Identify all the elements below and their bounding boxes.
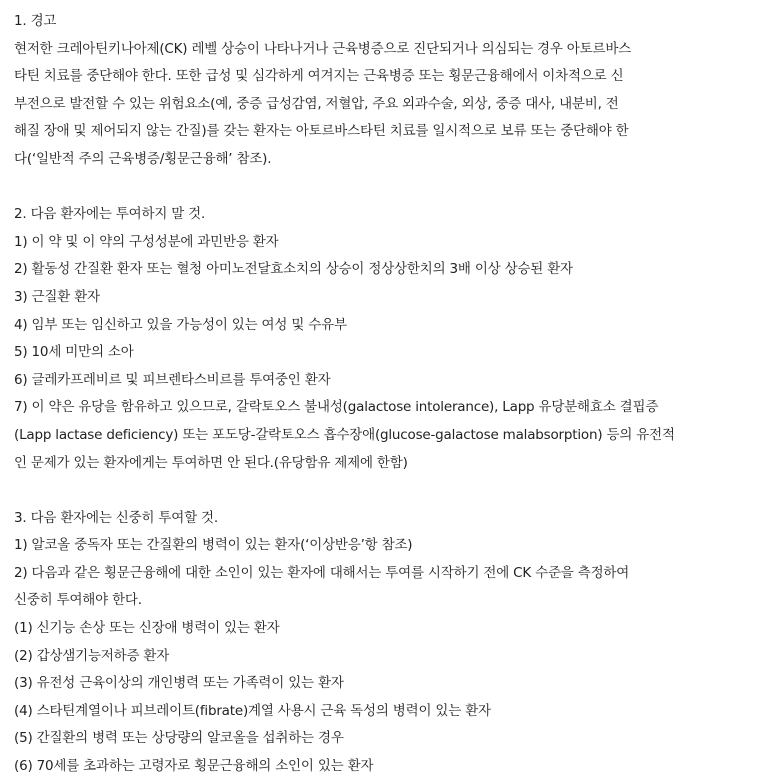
caution-item: (5) 간질환의 병력 또는 상당량의 알코올을 섭취하는 경우 bbox=[14, 730, 344, 747]
caution-item: 2) 다음과 같은 횡문근융해에 대한 소인이 있는 환자에 대해서는 투여를 시작하기 전에 CK 수준을 측정하여 bbox=[14, 564, 630, 581]
contraindication-item: 인 문제가 있는 환자에게는 투여하면 안 된다.(유당함유 제제에 한함) bbox=[14, 454, 408, 471]
warning-line: 타틴 치료를 중단해야 한다. 또한 급성 및 심각하게 여겨지는 근육병증 또는 횡문근융해에서 이차적으로 신 bbox=[14, 68, 624, 85]
caution-item: (1) 신기능 손상 또는 신장애 병력이 있는 환자 bbox=[14, 620, 280, 637]
warning-line: 현저한 크레아틴키나아제(CK) 레벨 상승이 나타나거나 근육병증으로 진단되거나 의심되는 경우 아토르바스 bbox=[14, 40, 631, 57]
contraindication-item: 6) 글레카프레비르 및 피브렌타스비르를 투여중인 환자 bbox=[14, 371, 331, 388]
contraindication-item: (Lapp lactase deficiency) 또는 포도당-갈락토오스 흡수장애(glucose-galactose malabsorption) 등의 유전적 bbox=[14, 426, 675, 443]
contraindication-item: 7) 이 약은 유당을 함유하고 있으므로, 갈락토오스 불내성(galactose intolerance), Lapp 유당분해효소 결핍증 bbox=[14, 399, 659, 416]
section-spacer bbox=[14, 174, 754, 202]
caution-item: (3) 유전성 근육이상의 개인병력 또는 가족력이 있는 환자 bbox=[14, 675, 344, 692]
section-spacer bbox=[14, 477, 754, 505]
contraindication-item: 5) 10세 미만의 소아 bbox=[14, 344, 134, 361]
drug-label-document bbox=[14, 8, 754, 781]
contraindication-item: 4) 임부 또는 임신하고 있을 가능성이 있는 여성 및 수유부 bbox=[14, 316, 347, 333]
warning-line: 해질 장애 및 제어되지 않는 간질)를 갖는 환자는 아토르바스타틴 치료를 일시적으로 보류 또는 중단해야 한 bbox=[14, 123, 629, 140]
warning-line: 다(‘일반적 주의 근육병증/횡문근융해’ 참조). bbox=[14, 150, 272, 167]
contraindications-heading: 2. 다음 환자에는 투여하지 말 것. bbox=[14, 206, 206, 223]
cautions-heading: 3. 다음 환자에는 신중히 투여할 것. bbox=[14, 509, 218, 526]
caution-item: 1) 알코올 중독자 또는 간질환의 병력이 있는 환자(‘이상반응’항 참조) bbox=[14, 537, 413, 554]
caution-item: (4) 스타틴계열이나 피브레이트(fibrate)계열 사용시 근육 독성의 병력이 있는 환자 bbox=[14, 702, 491, 719]
contraindication-item: 3) 근질환 환자 bbox=[14, 288, 100, 305]
contraindication-item: 2) 활동성 간질환 환자 또는 혈청 아미노전달효소치의 상승이 정상상한치의 3배 이상 상승된 환자 bbox=[14, 261, 573, 278]
warning-line: 부전으로 발전할 수 있는 위험요소(예, 중증 급성감염, 저혈압, 주요 외과수술, 외상, 중증 대사, 내분비, 전 bbox=[14, 95, 619, 112]
warning-heading: 1. 경고 bbox=[14, 13, 57, 29]
contraindication-item: 1) 이 약 및 이 약의 구성성분에 과민반응 환자 bbox=[14, 233, 279, 250]
caution-item: (2) 갑상샘기능저하증 환자 bbox=[14, 647, 170, 664]
caution-item: (6) 70세를 초과하는 고령자로 횡문근융해의 소인이 있는 환자 bbox=[14, 758, 374, 775]
caution-item: 신중히 투여해야 한다. bbox=[14, 592, 142, 609]
